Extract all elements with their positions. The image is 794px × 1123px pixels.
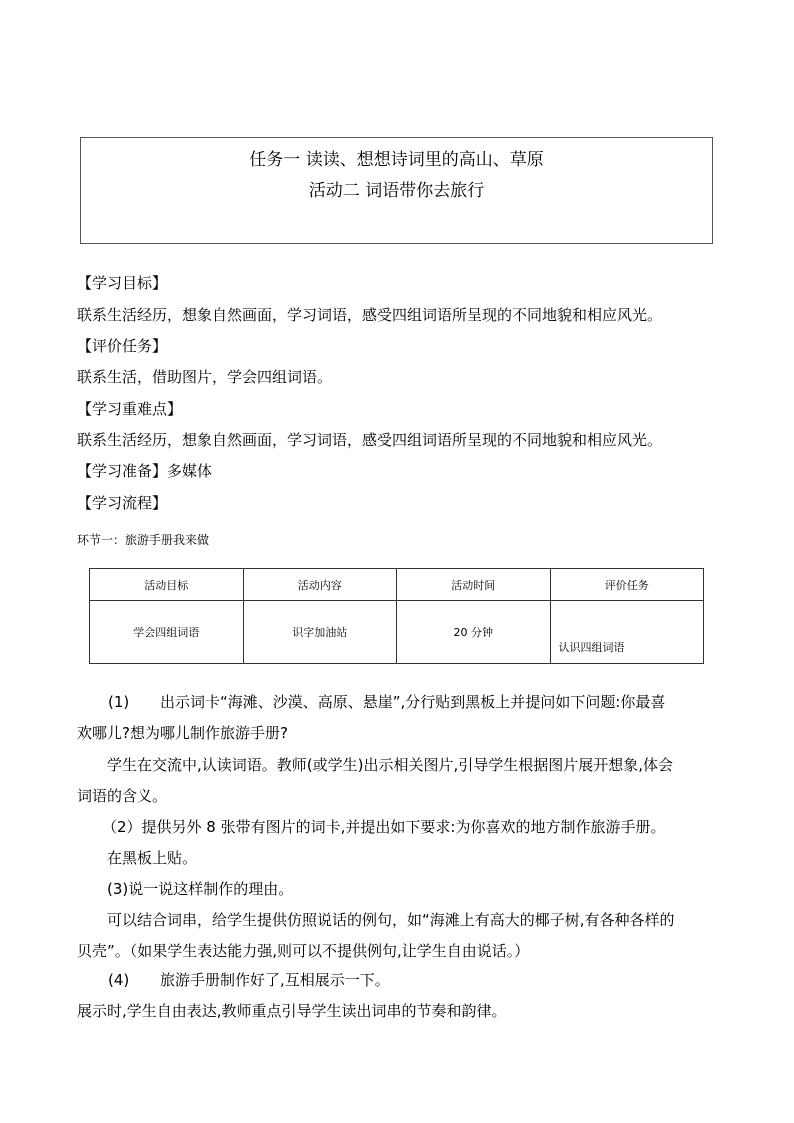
table-cell-content: 识字加油站: [243, 601, 397, 664]
paragraph-1-line-2: 欢哪儿?想为哪儿制作旅游手册?: [77, 724, 288, 742]
step-label: 环节一：旅游手册我来做: [77, 533, 210, 547]
table-cell-goal: 学会四组词语: [90, 601, 244, 664]
table-cell-time: 20 分钟: [397, 601, 551, 664]
flow-heading: 【学习流程】: [77, 494, 168, 512]
paragraph-6-line-2: 贝壳”。（如果学生表达能力强,则可以不提供例句,让学生自由说话。）: [77, 942, 530, 960]
key-heading: 【学习重难点】: [77, 400, 183, 418]
paragraph-5: (3)说一说这样制作的理由。: [107, 880, 294, 898]
table-header-cell: 活动目标: [90, 569, 244, 601]
paragraph-8: 展示时,学生自由表达,教师重点引导学生读出词串的节奏和韵律。: [77, 1002, 507, 1020]
paragraph-text: 出示词卡“海滩、沙漠、高原、悬崖”,分行贴到黑板上并提问如下问题:你最喜: [160, 693, 666, 711]
task-title: 任务一 读读、想想诗词里的高山、草原: [249, 150, 544, 170]
key-text: 联系生活经历，想象自然画面，学习词语，感受四组词语所呈现的不同地貌和相应风光。: [77, 431, 663, 449]
activity-title: 活动二 词语带你去旅行: [308, 181, 485, 201]
paragraph-text: 旅游手册制作好了,互相展示一下。: [160, 971, 390, 989]
paragraph-2-line-2: 词语的含义。: [77, 787, 168, 805]
goal-heading: 【学习目标】: [77, 274, 168, 292]
item-number: (1): [108, 693, 130, 711]
paragraph-4: 在黑板上贴。: [107, 849, 198, 867]
paragraph-6-line-1: 可以结合词串，给学生提供仿照说话的例句，如“海滩上有高大的椰子树,有各种各样的: [107, 911, 675, 929]
paragraph-3: （2）提供另外 8 张带有图片的词卡,并提出如下要求:为你喜欢的地方制作旅游手册。: [102, 818, 666, 836]
paragraph-1-line-1: [108, 690, 665, 714]
table-cell-eval: 认识四组词语: [550, 601, 704, 664]
goal-text: 联系生活经历，想象自然画面，学习词语，感受四组词语所呈现的不同地貌和相应风光。: [77, 306, 663, 324]
title-box: [80, 137, 713, 244]
prep-line: [77, 459, 212, 483]
eval-heading: 【评价任务】: [77, 337, 168, 355]
table-header-row: [90, 569, 704, 601]
table-row: [90, 601, 704, 664]
table-header-cell: 活动时间: [397, 569, 551, 601]
item-number: (4): [108, 971, 130, 989]
table-header-cell: 活动内容: [243, 569, 397, 601]
eval-text: 联系生活，借助图片，学会四组词语。: [77, 368, 333, 386]
paragraph-7: [108, 968, 390, 992]
paragraph-2-line-1: 学生在交流中,认读词语。教师(或学生)出示相关图片,引导学生根据图片展开想象,体会: [107, 756, 674, 774]
prep-heading: 【学习准备】: [77, 462, 168, 480]
table-header-cell: 评价任务: [550, 569, 704, 601]
activity-table: [89, 568, 704, 664]
prep-text: 多媒体: [167, 462, 213, 480]
